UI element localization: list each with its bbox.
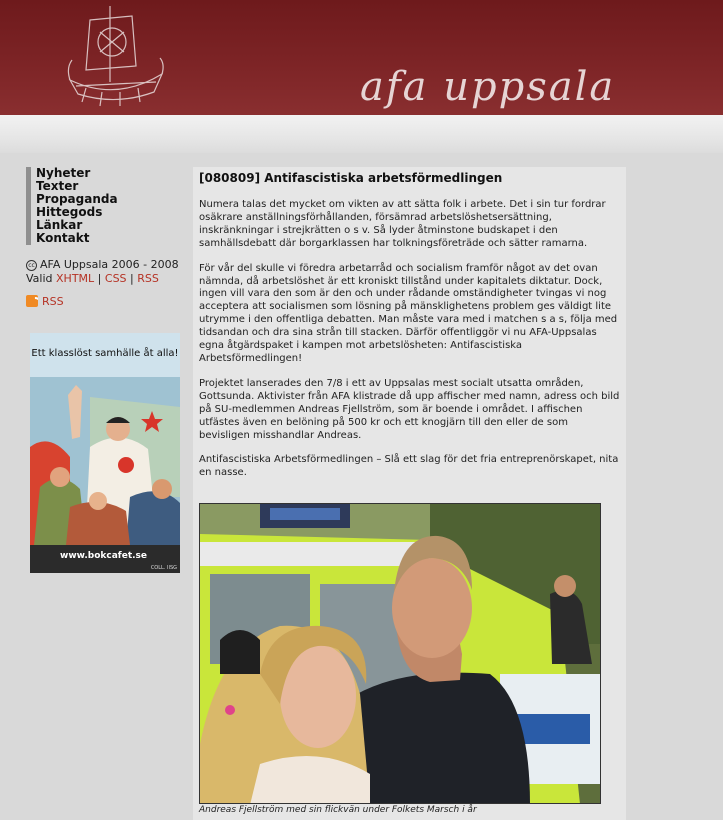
nav-item-hittegods[interactable]: Hittegods: [36, 205, 103, 219]
article-panel: [193, 167, 626, 820]
separator: |: [130, 272, 134, 285]
nav-item-texter[interactable]: Texter: [36, 179, 79, 193]
rss-feed-link[interactable]: RSS: [42, 295, 64, 308]
article-paragraph: Numera talas det mycket om vikten av att sätta folk i arbete. Det i sin tur fordrar osäkrare anställningsförhållanden, försämrad arbetslöshetsersättning, inskränkningar i strejkrätten o s v. Så lyder åtminstone budskapet i den samhällsdebatt där borgarklassen har tolkningsföreträde och sätter ramarna.: [199, 199, 606, 249]
nav-item-propaganda[interactable]: Propaganda: [36, 192, 118, 206]
nav-item-kontakt[interactable]: Kontakt: [36, 231, 90, 245]
banner-title: Ett klasslöst samhälle åt alla!: [30, 333, 180, 377]
nav-item-lankar[interactable]: Länkar: [36, 218, 83, 232]
xhtml-link[interactable]: XHTML: [56, 272, 95, 285]
site-logo-text[interactable]: afa uppsala: [360, 64, 616, 110]
copyright-block: [26, 258, 196, 286]
article-title[interactable]: [080809] Antifascistiska arbetsförmedlingen: [199, 171, 503, 185]
bokcafet-banner[interactable]: [30, 333, 180, 573]
article-photo: [199, 503, 601, 804]
site-header: [0, 0, 723, 117]
article-paragraph: Projektet lanserades den 7/8 i ett av Uppsalas mest socialt utsatta områden, Gottsunda. Aktivister från AFA klistrade då upp affischer med namn, adress och bild på SU-medlemmen Andreas Fjellström, som är boende i området. I affischen utfästes även en belöning på 500 kr och ett knogjärn till den eller de som bevisligen misshandlar Andreas.: [199, 377, 620, 441]
rss-icon[interactable]: [26, 295, 38, 307]
rss-validation-link[interactable]: RSS: [137, 272, 159, 285]
css-link[interactable]: CSS: [104, 272, 127, 285]
viking-ship-logo-icon[interactable]: [66, 2, 166, 114]
main-nav: [26, 167, 176, 245]
rss-feed[interactable]: [26, 295, 64, 308]
photo-illustration: [200, 504, 601, 804]
photo-caption: Andreas Fjellström med sin flickvän under Folkets Marsch i år: [199, 805, 477, 815]
copyright-text: AFA Uppsala 2006 - 2008: [40, 258, 179, 271]
propaganda-poster-illustration: [30, 377, 180, 545]
creative-commons-icon: cc: [26, 260, 37, 271]
article-paragraph: Antifascistiska Arbetsförmedlingen – Slå ett slag för det fria entreprenörskapet, nita en nasse.: [199, 454, 619, 479]
valid-label: Valid: [26, 272, 53, 285]
nav-item-nyheter[interactable]: Nyheter: [36, 166, 91, 180]
article-paragraph: För vår del skulle vi föredra arbetarråd och socialism framför något av det ovan nämnda, då arbetslöshet är ett kroniskt tillstånd under kapitalets diktatur. Dock, ingen vill vara den som är den och under rådande omständigheter tvingas vi nog acceptera att socialismen som lösning på mänsklighetens problem ges väldigt lite utrymme i den offentliga debatten. Man måste vara med i matchen s a s, följa med tidsandan och dra sina strån till stacken. Därför offentliggör vi nu AFA-Uppsalas egna åtgärdspaket i kampen mot arbetslösheten: Antifascistiska Arbetsförmedlingen!: [199, 262, 618, 364]
header-band: [0, 115, 723, 153]
separator: |: [97, 272, 102, 285]
banner-credit: COLL. IISG: [150, 565, 177, 571]
banner-url: www.bokcafet.se: [30, 545, 180, 573]
